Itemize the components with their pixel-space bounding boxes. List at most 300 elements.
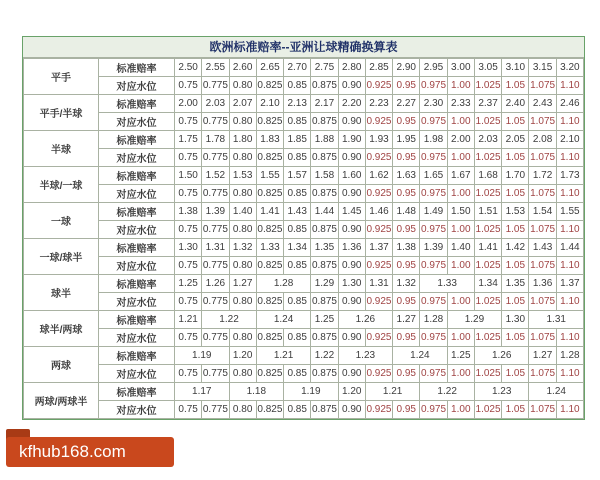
water-cell: 0.925 (365, 185, 392, 203)
water-cell: 0.95 (393, 329, 420, 347)
odds-cell: 2.03 (474, 131, 501, 149)
water-cell: 0.975 (420, 257, 447, 275)
odds-cell: 1.24 (529, 383, 584, 401)
odds-cell: 1.30 (502, 311, 529, 329)
water-cell: 0.875 (311, 149, 338, 167)
odds-cell: 1.27 (529, 347, 556, 365)
odds-cell: 1.40 (229, 203, 256, 221)
water-cell: 0.90 (338, 77, 365, 95)
odds-row-label: 标准赔率 (99, 95, 175, 113)
odds-cell: 2.33 (447, 95, 474, 113)
water-cell: 0.875 (311, 365, 338, 383)
water-cell: 1.00 (447, 401, 474, 419)
water-cell: 0.80 (229, 257, 256, 275)
water-cell: 0.80 (229, 149, 256, 167)
water-row-label: 对应水位 (99, 149, 175, 167)
odds-cell: 1.19 (284, 383, 339, 401)
odds-cell: 2.03 (202, 95, 229, 113)
odds-cell: 1.21 (365, 383, 420, 401)
water-row (24, 293, 584, 311)
odds-cell: 1.19 (175, 347, 230, 365)
odds-cell: 1.22 (311, 347, 338, 365)
water-cell: 1.05 (502, 77, 529, 95)
water-cell: 0.90 (338, 185, 365, 203)
handicap-label: 半球/一球 (24, 167, 99, 203)
odds-cell: 1.28 (256, 275, 311, 293)
odds-cell: 1.67 (447, 167, 474, 185)
water-cell: 1.05 (502, 293, 529, 311)
odds-cell: 1.95 (393, 131, 420, 149)
odds-cell: 1.68 (474, 167, 501, 185)
water-cell: 0.95 (393, 185, 420, 203)
odds-cell: 2.08 (529, 131, 556, 149)
water-row (24, 185, 584, 203)
odds-cell: 1.23 (338, 347, 393, 365)
water-cell: 1.00 (447, 185, 474, 203)
water-cell: 0.95 (393, 221, 420, 239)
odds-cell: 3.15 (529, 59, 556, 77)
water-cell: 0.775 (202, 149, 229, 167)
water-cell: 1.05 (502, 257, 529, 275)
water-cell: 0.85 (284, 329, 311, 347)
water-cell: 0.925 (365, 149, 392, 167)
water-cell: 1.025 (474, 293, 501, 311)
water-cell: 0.875 (311, 257, 338, 275)
water-cell: 1.025 (474, 401, 501, 419)
water-cell: 0.75 (175, 257, 202, 275)
water-cell: 1.05 (502, 329, 529, 347)
water-cell: 0.825 (256, 365, 283, 383)
water-row (24, 257, 584, 275)
watermark-badge: kfhub168.com (6, 437, 174, 467)
water-cell: 0.825 (256, 401, 283, 419)
water-cell: 0.80 (229, 329, 256, 347)
water-cell: 0.825 (256, 149, 283, 167)
water-cell: 0.85 (284, 149, 311, 167)
water-cell: 0.775 (202, 293, 229, 311)
water-cell: 0.95 (393, 401, 420, 419)
odds-cell: 1.70 (502, 167, 529, 185)
handicap-label: 两球 (24, 347, 99, 383)
odds-row-label: 标准赔率 (99, 203, 175, 221)
odds-row-label: 标准赔率 (99, 167, 175, 185)
odds-cell: 1.83 (256, 131, 283, 149)
odds-cell: 2.95 (420, 59, 447, 77)
water-cell: 0.975 (420, 113, 447, 131)
water-cell: 0.775 (202, 77, 229, 95)
water-cell: 0.80 (229, 185, 256, 203)
odds-cell: 2.80 (338, 59, 365, 77)
water-row (24, 329, 584, 347)
water-cell: 0.85 (284, 77, 311, 95)
odds-cell: 1.25 (175, 275, 202, 293)
odds-cell: 1.31 (365, 275, 392, 293)
water-cell: 1.05 (502, 149, 529, 167)
water-cell: 0.975 (420, 293, 447, 311)
odds-cell: 1.46 (365, 203, 392, 221)
water-cell: 0.875 (311, 293, 338, 311)
handicap-label: 球半/两球 (24, 311, 99, 347)
water-cell: 0.825 (256, 329, 283, 347)
water-cell: 0.85 (284, 293, 311, 311)
odds-cell: 1.85 (284, 131, 311, 149)
odds-cell: 1.40 (447, 239, 474, 257)
water-cell: 0.75 (175, 113, 202, 131)
water-cell: 0.75 (175, 149, 202, 167)
water-cell: 0.95 (393, 293, 420, 311)
odds-cell: 1.58 (311, 167, 338, 185)
water-cell: 0.85 (284, 221, 311, 239)
water-cell: 0.975 (420, 77, 447, 95)
water-cell: 1.00 (447, 113, 474, 131)
odds-cell: 2.70 (284, 59, 311, 77)
water-cell: 0.90 (338, 401, 365, 419)
water-row-label: 对应水位 (99, 293, 175, 311)
water-cell: 0.95 (393, 77, 420, 95)
odds-cell: 3.10 (502, 59, 529, 77)
odds-cell: 1.36 (338, 239, 365, 257)
water-row (24, 113, 584, 131)
odds-cell: 1.39 (420, 239, 447, 257)
conversion-table-body (24, 59, 584, 419)
water-cell: 1.10 (556, 185, 583, 203)
water-cell: 0.80 (229, 221, 256, 239)
odds-cell: 1.50 (447, 203, 474, 221)
odds-cell: 2.90 (393, 59, 420, 77)
water-cell: 0.975 (420, 221, 447, 239)
water-row-label: 对应水位 (99, 401, 175, 419)
water-cell: 1.10 (556, 365, 583, 383)
odds-row (24, 239, 584, 257)
handicap-label: 球半 (24, 275, 99, 311)
odds-cell: 3.20 (556, 59, 583, 77)
water-cell: 0.925 (365, 365, 392, 383)
odds-row (24, 167, 584, 185)
odds-cell: 2.40 (502, 95, 529, 113)
odds-cell: 1.55 (556, 203, 583, 221)
odds-row-label: 标准赔率 (99, 131, 175, 149)
water-cell: 1.075 (529, 293, 556, 311)
water-cell: 0.90 (338, 221, 365, 239)
water-cell: 0.825 (256, 113, 283, 131)
water-cell: 0.85 (284, 257, 311, 275)
water-cell: 0.975 (420, 185, 447, 203)
odds-cell: 1.20 (229, 347, 256, 365)
water-cell: 0.825 (256, 293, 283, 311)
water-cell: 0.80 (229, 113, 256, 131)
odds-cell: 1.35 (502, 275, 529, 293)
water-cell: 1.025 (474, 221, 501, 239)
water-cell: 0.925 (365, 113, 392, 131)
water-row (24, 149, 584, 167)
odds-cell: 1.27 (393, 311, 420, 329)
odds-cell: 1.28 (556, 347, 583, 365)
water-cell: 1.10 (556, 401, 583, 419)
odds-cell: 2.00 (447, 131, 474, 149)
odds-row-label: 标准赔率 (99, 59, 175, 77)
water-row-label: 对应水位 (99, 77, 175, 95)
water-cell: 0.90 (338, 149, 365, 167)
odds-cell: 1.41 (474, 239, 501, 257)
water-row (24, 365, 584, 383)
water-cell: 0.875 (311, 221, 338, 239)
odds-cell: 3.00 (447, 59, 474, 77)
odds-cell: 2.46 (556, 95, 583, 113)
odds-cell: 1.22 (202, 311, 257, 329)
odds-row-label: 标准赔率 (99, 239, 175, 257)
odds-cell: 1.93 (365, 131, 392, 149)
odds-cell: 1.75 (175, 131, 202, 149)
water-cell: 1.00 (447, 77, 474, 95)
water-cell: 0.90 (338, 365, 365, 383)
odds-cell: 1.41 (256, 203, 283, 221)
odds-cell: 1.45 (338, 203, 365, 221)
water-cell: 0.975 (420, 329, 447, 347)
odds-cell: 1.78 (202, 131, 229, 149)
water-cell: 1.025 (474, 365, 501, 383)
odds-cell: 2.20 (338, 95, 365, 113)
water-cell: 0.925 (365, 77, 392, 95)
odds-cell: 1.25 (447, 347, 474, 365)
water-cell: 0.775 (202, 257, 229, 275)
water-cell: 0.825 (256, 77, 283, 95)
water-cell: 1.025 (474, 185, 501, 203)
odds-cell: 2.10 (556, 131, 583, 149)
water-cell: 0.90 (338, 113, 365, 131)
odds-cell: 1.24 (393, 347, 448, 365)
odds-cell: 2.27 (393, 95, 420, 113)
water-cell: 0.825 (256, 221, 283, 239)
odds-cell: 1.20 (338, 383, 365, 401)
water-cell: 0.775 (202, 329, 229, 347)
odds-cell: 1.26 (474, 347, 529, 365)
water-cell: 1.10 (556, 293, 583, 311)
water-cell: 1.05 (502, 401, 529, 419)
odds-cell: 1.33 (420, 275, 475, 293)
water-row-label: 对应水位 (99, 185, 175, 203)
odds-cell: 1.23 (474, 383, 529, 401)
odds-cell: 1.44 (311, 203, 338, 221)
water-cell: 1.025 (474, 329, 501, 347)
odds-row (24, 59, 584, 77)
water-cell: 0.775 (202, 401, 229, 419)
water-row (24, 401, 584, 419)
odds-row (24, 383, 584, 401)
odds-cell: 1.88 (311, 131, 338, 149)
water-cell: 0.75 (175, 365, 202, 383)
water-row (24, 77, 584, 95)
odds-cell: 1.39 (202, 203, 229, 221)
odds-cell: 1.90 (338, 131, 365, 149)
odds-cell: 1.44 (556, 239, 583, 257)
water-cell: 1.025 (474, 257, 501, 275)
odds-cell: 1.35 (311, 239, 338, 257)
water-row-label: 对应水位 (99, 257, 175, 275)
water-cell: 0.925 (365, 329, 392, 347)
odds-cell: 1.29 (447, 311, 502, 329)
water-cell: 0.80 (229, 77, 256, 95)
water-cell: 0.85 (284, 401, 311, 419)
water-cell: 0.75 (175, 185, 202, 203)
odds-cell: 1.21 (175, 311, 202, 329)
odds-cell: 1.50 (175, 167, 202, 185)
odds-cell: 3.05 (474, 59, 501, 77)
water-cell: 0.95 (393, 113, 420, 131)
water-cell: 1.05 (502, 113, 529, 131)
water-cell: 1.075 (529, 185, 556, 203)
odds-cell: 1.63 (393, 167, 420, 185)
water-cell: 1.075 (529, 329, 556, 347)
odds-cell: 1.54 (529, 203, 556, 221)
odds-cell: 1.48 (393, 203, 420, 221)
water-cell: 0.975 (420, 149, 447, 167)
water-cell: 0.975 (420, 365, 447, 383)
water-cell: 0.80 (229, 293, 256, 311)
water-cell: 1.00 (447, 365, 474, 383)
water-cell: 0.925 (365, 257, 392, 275)
water-cell: 1.075 (529, 113, 556, 131)
odds-cell: 1.49 (420, 203, 447, 221)
water-cell: 0.75 (175, 401, 202, 419)
water-cell: 0.875 (311, 113, 338, 131)
water-cell: 0.875 (311, 185, 338, 203)
odds-cell: 1.27 (229, 275, 256, 293)
water-cell: 0.925 (365, 293, 392, 311)
odds-cell: 1.43 (284, 203, 311, 221)
odds-cell: 2.07 (229, 95, 256, 113)
water-cell: 0.775 (202, 365, 229, 383)
odds-row-label: 标准赔率 (99, 275, 175, 293)
water-row-label: 对应水位 (99, 221, 175, 239)
odds-cell: 1.31 (529, 311, 584, 329)
water-cell: 1.075 (529, 149, 556, 167)
odds-cell: 1.22 (420, 383, 475, 401)
handicap-label: 两球/两球半 (24, 383, 99, 419)
water-cell: 1.00 (447, 257, 474, 275)
water-cell: 0.925 (365, 401, 392, 419)
water-cell: 0.875 (311, 401, 338, 419)
odds-row (24, 95, 584, 113)
water-cell: 0.775 (202, 185, 229, 203)
odds-row (24, 311, 584, 329)
odds-cell: 2.65 (256, 59, 283, 77)
odds-cell: 2.05 (502, 131, 529, 149)
water-cell: 1.075 (529, 257, 556, 275)
odds-cell: 1.31 (202, 239, 229, 257)
water-cell: 1.025 (474, 149, 501, 167)
odds-cell: 2.23 (365, 95, 392, 113)
water-cell: 0.90 (338, 293, 365, 311)
odds-cell: 1.65 (420, 167, 447, 185)
water-cell: 1.075 (529, 77, 556, 95)
odds-cell: 1.18 (229, 383, 284, 401)
odds-cell: 2.75 (311, 59, 338, 77)
water-cell: 1.10 (556, 149, 583, 167)
odds-conversion-table (22, 36, 585, 420)
water-cell: 0.775 (202, 221, 229, 239)
odds-cell: 2.55 (202, 59, 229, 77)
odds-cell: 1.30 (338, 275, 365, 293)
water-cell: 1.10 (556, 77, 583, 95)
handicap-label: 平手 (24, 59, 99, 95)
odds-cell: 1.51 (474, 203, 501, 221)
odds-row-label: 标准赔率 (99, 383, 175, 401)
water-cell: 0.85 (284, 185, 311, 203)
odds-cell: 1.55 (256, 167, 283, 185)
odds-cell: 1.72 (529, 167, 556, 185)
water-cell: 0.90 (338, 329, 365, 347)
handicap-label: 半球 (24, 131, 99, 167)
odds-cell: 1.29 (311, 275, 338, 293)
water-cell: 0.75 (175, 77, 202, 95)
water-cell: 0.775 (202, 113, 229, 131)
water-cell: 1.075 (529, 221, 556, 239)
water-cell: 1.05 (502, 365, 529, 383)
water-row-label: 对应水位 (99, 113, 175, 131)
water-cell: 1.00 (447, 149, 474, 167)
table-title: 欧洲标准赔率--亚洲让球精确换算表 (23, 37, 584, 58)
water-cell: 1.00 (447, 293, 474, 311)
water-cell: 1.05 (502, 185, 529, 203)
odds-cell: 1.38 (175, 203, 202, 221)
odds-cell: 1.38 (393, 239, 420, 257)
odds-cell: 1.80 (229, 131, 256, 149)
odds-row-label: 标准赔率 (99, 347, 175, 365)
odds-cell: 1.33 (256, 239, 283, 257)
odds-cell: 1.37 (556, 275, 583, 293)
odds-cell: 2.85 (365, 59, 392, 77)
water-cell: 1.10 (556, 329, 583, 347)
odds-row (24, 275, 584, 293)
water-cell: 0.825 (256, 257, 283, 275)
water-cell: 0.875 (311, 329, 338, 347)
odds-cell: 2.10 (256, 95, 283, 113)
water-cell: 1.075 (529, 365, 556, 383)
odds-cell: 1.32 (393, 275, 420, 293)
odds-cell: 1.42 (502, 239, 529, 257)
odds-row (24, 203, 584, 221)
odds-cell: 1.34 (284, 239, 311, 257)
water-cell: 0.95 (393, 365, 420, 383)
odds-cell: 2.30 (420, 95, 447, 113)
water-cell: 1.075 (529, 401, 556, 419)
water-cell: 0.975 (420, 401, 447, 419)
water-cell: 0.75 (175, 221, 202, 239)
odds-cell: 2.43 (529, 95, 556, 113)
odds-cell: 2.00 (175, 95, 202, 113)
odds-cell: 1.60 (338, 167, 365, 185)
water-cell: 0.85 (284, 113, 311, 131)
water-cell: 0.825 (256, 185, 283, 203)
odds-cell: 1.36 (529, 275, 556, 293)
handicap-label: 一球/球半 (24, 239, 99, 275)
water-cell: 0.80 (229, 401, 256, 419)
water-cell: 0.75 (175, 293, 202, 311)
odds-cell: 1.26 (202, 275, 229, 293)
odds-cell: 1.28 (420, 311, 447, 329)
odds-cell: 1.53 (229, 167, 256, 185)
odds-cell: 1.21 (256, 347, 311, 365)
water-cell: 0.80 (229, 365, 256, 383)
water-row-label: 对应水位 (99, 365, 175, 383)
odds-row-label: 标准赔率 (99, 311, 175, 329)
odds-cell: 1.30 (175, 239, 202, 257)
water-row (24, 221, 584, 239)
water-cell: 1.025 (474, 113, 501, 131)
odds-cell: 2.13 (284, 95, 311, 113)
water-cell: 0.75 (175, 329, 202, 347)
water-cell: 1.00 (447, 329, 474, 347)
